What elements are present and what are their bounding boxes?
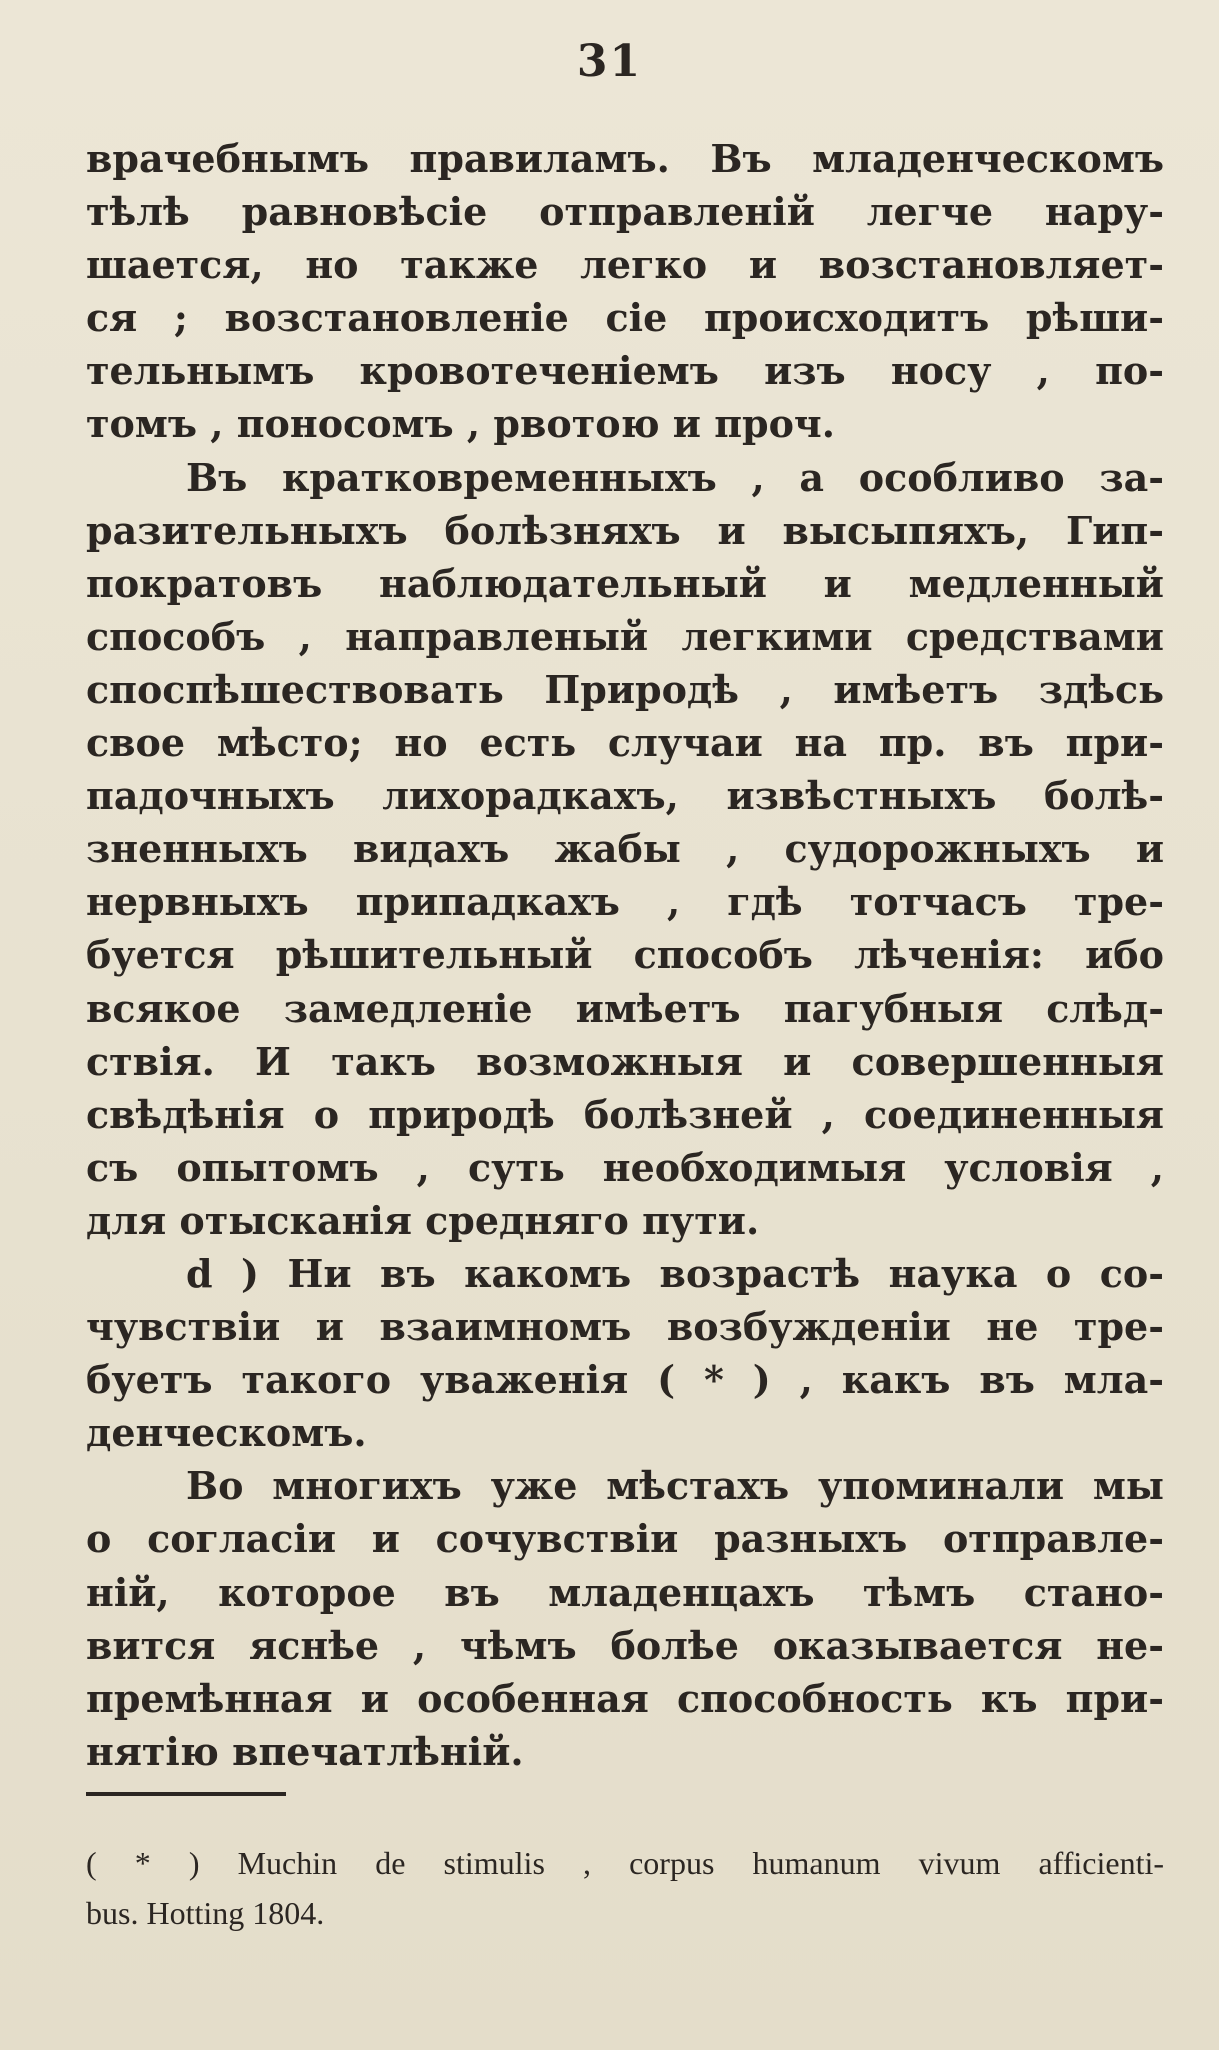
text-line: съ опытомъ , суть необходимыя условія , [86, 1144, 1164, 1190]
text-line: вится яснѣе , чѣмъ болѣе оказывается не- [86, 1622, 1164, 1668]
text-line: зненныхъ видахъ жабы , судорожныхъ и [86, 826, 1164, 872]
text-line: врачебнымъ правиламъ. Въ младенческомъ [86, 136, 1164, 181]
text-line: свое мѣсто; но есть случаи на пр. въ при- [86, 720, 1164, 766]
text-line: тѣлѣ равновѣсіе отправленій легче нару- [86, 189, 1164, 235]
text-line: нятію впечатлѣній. [86, 1728, 524, 1774]
text-line: о согласіи и сочувствіи разныхъ отправле- [86, 1516, 1164, 1562]
text-line: буетъ такого уваженія ( * ) , какъ въ мла- [86, 1357, 1164, 1403]
text-line: пократовъ наблюдательный и медленный [86, 560, 1164, 606]
footnote-line: bus. Hotting 1804. [86, 1895, 325, 1931]
text-line: споспѣшествовать Природѣ , имѣетъ здѣсь [86, 666, 1164, 712]
footnote-divider [86, 1792, 286, 1796]
text-line: томъ , поносомъ , рвотою и проч. [86, 401, 835, 447]
text-line: тельнымъ кровотеченіемъ изъ носу , по- [86, 348, 1164, 394]
text-line: ся ; возстановленіе сіе происходитъ рѣши- [86, 295, 1164, 341]
text-line: d ) Ни въ какомъ возрастѣ наука о со- [186, 1250, 1164, 1296]
text-line: ній, которое въ младенцахъ тѣмъ стано- [86, 1569, 1164, 1615]
footnote [86, 1838, 1164, 1938]
text-line: падочныхъ лихорадкахъ, извѣстныхъ болѣ- [86, 773, 1164, 819]
text-line: свѣдѣнія о природѣ болѣзней , соединенныя [86, 1091, 1164, 1137]
footnote-line: ( * ) Muchin de stimulis , corpus humanum vivum afficienti- [86, 1845, 1164, 1881]
text-line: разительныхъ болѣзняхъ и высыпяхъ, Гип- [86, 507, 1164, 553]
text-line: шается, но также легко и возстановляет- [86, 242, 1164, 288]
page-number: 31 [576, 36, 643, 87]
text-line: для отысканія средняго пути. [86, 1197, 760, 1243]
text-line: нервныхъ припадкахъ , гдѣ тотчасъ тре- [86, 879, 1164, 925]
text-line: ствія. И такъ возможныя и совершенныя [86, 1038, 1164, 1084]
text-line: буется рѣшительный способъ лѣченія: ибо [86, 932, 1164, 978]
body-text [86, 132, 1164, 1778]
text-line: чувствіи и взаимномъ возбужденіи не тре- [86, 1304, 1164, 1350]
text-line: всякое замедленіе имѣетъ пагубныя слѣд- [86, 985, 1164, 1031]
text-line: денческомъ. [86, 1410, 367, 1456]
text-line: способъ , направленый легкими средствами [86, 613, 1164, 659]
text-line: Въ кратковременныхъ , а особливо за- [186, 454, 1164, 500]
text-line: премѣнная и особенная способность къ при- [86, 1675, 1164, 1721]
text-line: Во многихъ уже мѣстахъ упоминали мы [186, 1463, 1164, 1509]
